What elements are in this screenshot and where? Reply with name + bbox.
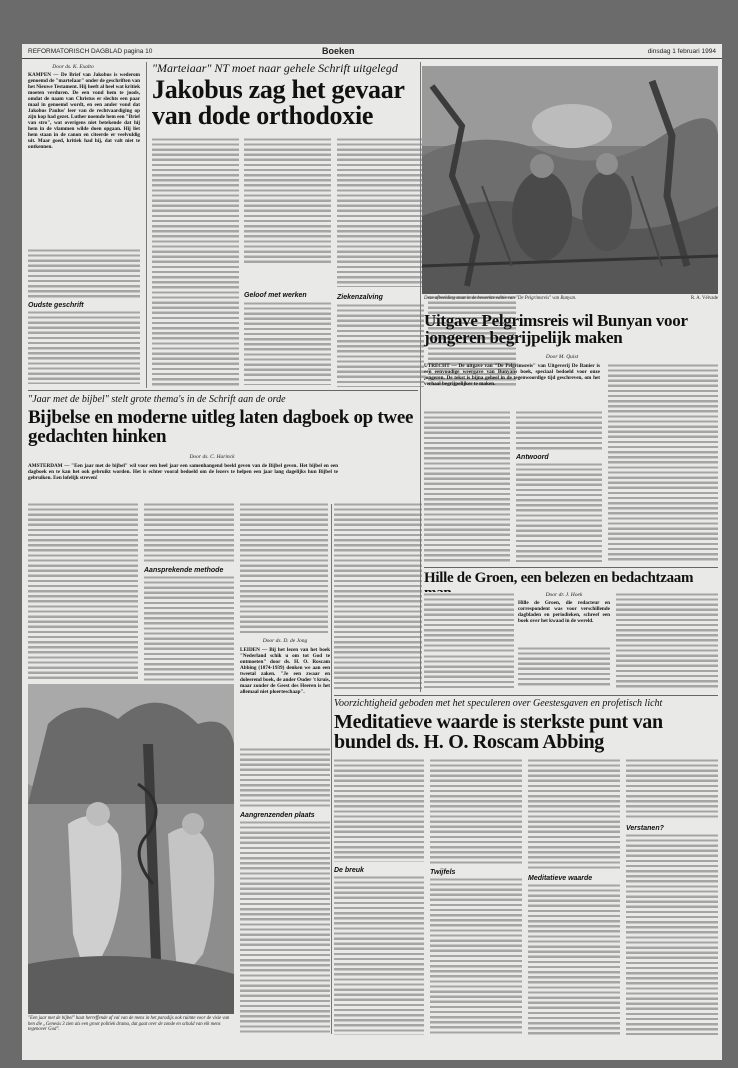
pelgrimsreis-illustration (422, 66, 718, 294)
pelgrimsreis-photo-credit: R. A. Vélvade (690, 296, 718, 301)
article1-column-1 (28, 248, 140, 386)
divider-article4 (424, 567, 718, 568)
article5-column-3b (430, 877, 522, 1035)
article1-col3-lower (244, 289, 331, 385)
article5-subhead-3: Twijfels (430, 869, 456, 876)
article5-headline: Meditatieve waarde is sterkste punt van bundel ds. H. O. Roscam Abbing (334, 711, 663, 753)
article2-intro: UTRECHT — De uitgave van "De Pelgrimsreis" van Uitgeverij De Banier is een eenvoudige weergave van Bunyans boek, speciaal bedoeld voor onze jongeren. De tekst is bijna geheel in de tegenwoordige tijd geschreven, om het verhaal begrijpelijker te maken. (424, 363, 600, 387)
article2-column-2b (516, 462, 602, 562)
article2-headline: Uitgave Pelgrimsreis wil Bunyan voor jongeren begrijpelijk maken (424, 311, 688, 347)
article5-subhead-1: Aangrenzenden plaats (240, 812, 315, 819)
article3-column-1 (28, 502, 138, 680)
article5-column-4a (528, 758, 620, 870)
header-date: dinsdag 1 februari 1994 (647, 48, 716, 55)
paradise-photo-caption: "Een jaar met de bijbel" haat herreffende af val van de mens in het paradijs ook ruimte voor de visie van hen die „Genesis 3 zien als een groot politiek drama, dat gaat over de zonde en schuld van elk mens tegenover God". (28, 1016, 230, 1033)
article2-column-2a (516, 410, 602, 450)
article5-intro: LEIDEN — Bij het lezen van het boek "Nederland schik u om tot God te ontmoeten" door ds. H. O. Roscam Abbing (1874-1939) denken we aan een tweetal zaken. "Je een zwaar en doleerend boek, de ander Ouder 't kruis, maar zonder de Geest des Heeren is het allemaal niet ploerteschaap". (240, 647, 330, 695)
article3-column-2a (144, 502, 234, 562)
article3-column-2b (144, 575, 234, 681)
paradise-engraving (28, 684, 234, 1014)
article5-column-1b (240, 820, 330, 1034)
article2-column-1 (424, 410, 510, 562)
engraving-image-2 (28, 684, 234, 1014)
article4-byline: Door dr. J. Hoek (545, 592, 583, 598)
article1-col4-lower (337, 291, 424, 387)
page-header (22, 44, 722, 59)
article1-byline: Door ds. K. Exalto (52, 64, 94, 70)
article3-intro: AMSTERDAM — "Een jaar met de bijbel" wil voor een heel jaar een samenhangend beeld geven van de Bijbel geven. Het bijbel en een dagboek en te kan het ook gebruikt worden. Het is echter vooral bedoeld om de lezers te helpen een jaar lang dagelijks hun Bijbel te gebruiken. Een lofelijk streven! (28, 463, 338, 481)
article3-subhead: Aansprekende methode (144, 567, 224, 574)
article4-column-1a (424, 592, 514, 652)
article3-byline: Door ds. C. Harinck (189, 454, 235, 460)
article2-column-3 (608, 363, 718, 563)
column-rule (331, 504, 332, 1034)
article5-kicker: Voorzichtigheid geboden met het speculeren over Geestesgaven en profetisch licht (334, 698, 663, 709)
article4-column-2 (518, 646, 610, 688)
article4-column-3 (616, 592, 718, 688)
article1-subhead-3: Ziekenzalving (337, 294, 383, 301)
divider-article5 (334, 695, 718, 696)
article1-subhead-2: Geloof met werken (244, 292, 307, 299)
article4-headline: Hille de Groen, een belezen en bedachtzaam (424, 570, 694, 586)
article1-kicker: "Marteiaar" NT moet naar gehele Schrift uitgelegd (152, 61, 398, 75)
column-rule (420, 62, 421, 692)
article5-byline: Door ds. D. de Jong (262, 638, 308, 644)
article2-byline: Door M. Quist (545, 354, 579, 360)
article5-subhead-5: Verstanen? (626, 825, 664, 832)
article1-column-4 (337, 137, 424, 287)
article5-column-2a (334, 758, 424, 862)
header-publication: REFORMATORISCH DAGBLAD pagina 10 (28, 48, 153, 55)
article5-subhead-2: De breuk (334, 867, 364, 874)
article5-column-4b (528, 883, 620, 1035)
article1-headline: Jakobus zag het gevaar van dode orthodoxie (152, 75, 405, 130)
header-section: Boeken (322, 46, 355, 56)
article1-intro: KAMPEN — De Brief van Jakobus is wederom genoemd de "marteIaar" onder de geschriften van het Nieuwe Testament. Hij heeft al heel wat kritiek moeten verduren. De een vond hem te joods, omdat de naam van Christus er slechts een paar maal in genoemd wordt, en een ander vond dat Jakobus Paulus' leer van de rechtvaardiging op zijn kop had gezet. Luther noemde hem een "Brief van stro", wat overigens niet betekende dat hij hem in de vlammen wilde doen opgaan. Hij liet hem staan in de canon en citeerde er veelvuldig uit. Maar goed, kritiek had hij, dat valt niet te ontkennen. (28, 72, 140, 150)
article5-subhead-4: Meditatieve waarde (528, 875, 593, 882)
article3-kicker: "Jaar met de bijbel" stelt grote thema's in de Schrift aan de orde (28, 394, 286, 405)
article2-subhead: Antwoord (516, 454, 549, 461)
article1-column-3 (244, 137, 331, 287)
column-rule (146, 62, 147, 388)
article5-column-5a (626, 758, 718, 820)
article3-column-4 (334, 502, 422, 692)
article5-column-5b (626, 833, 718, 1035)
pelgrimsreis-photo-caption: Deze afbeelding staat in de bewerkte editie van "De Pelgrimsreis" van Bunyan. (424, 296, 577, 301)
article5-column-1a (240, 747, 330, 807)
article3-column-3 (240, 502, 328, 634)
article5-column-2b (334, 875, 424, 1035)
article3-headline: Bijbelse en moderne uitleg laten dagboek op twee gedachten hinken (28, 407, 414, 447)
newspaper-page (22, 44, 722, 1060)
divider-article3 (28, 390, 418, 391)
article5-column-3a (430, 758, 522, 864)
engraving-image (422, 66, 718, 294)
article1-column-2 (152, 137, 239, 387)
article4-intro: Hille de Groen, die redacteur en correspondent was voor verschillende dagbladen en periodieken, schreef een boek over het kwaad in de wereld. (518, 600, 610, 624)
article4-column-1b (424, 654, 514, 688)
article1-subhead-1: Oudste geschrift (28, 302, 84, 309)
